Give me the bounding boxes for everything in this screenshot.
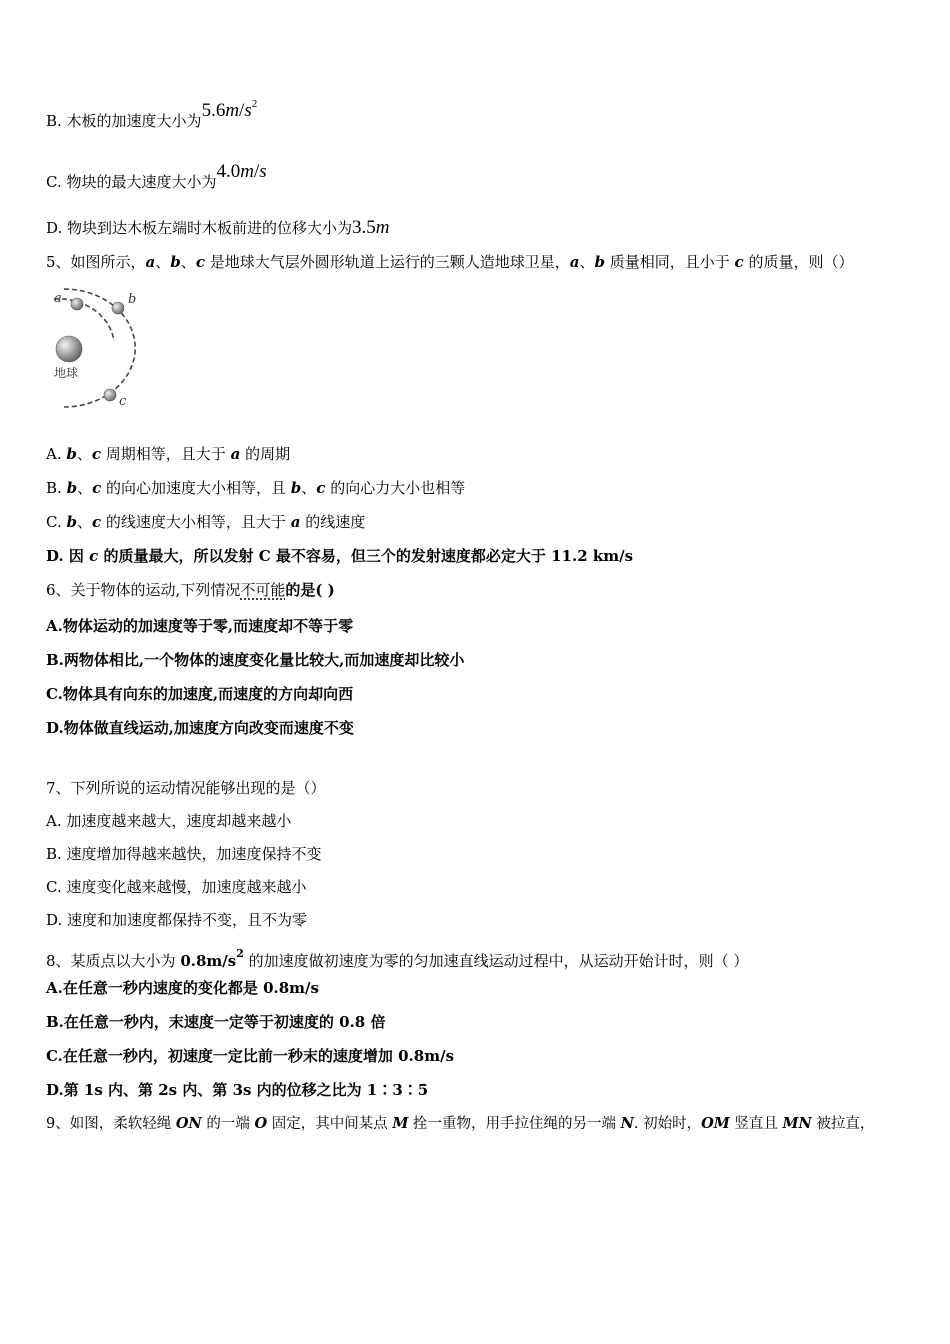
q7-option-d: D. 速度和加速度都保持不变，且不为零 <box>46 911 308 929</box>
earth-icon <box>56 336 82 362</box>
q9-stem: 9、如图，柔软轻绳 ON 的一端 O 固定，其中间某点 M 拴一重物，用手拉住绳的另一端 N. 初始时，OM 竖直且 MN 被拉直， <box>46 1115 875 1132</box>
q5-option-b: B. b、c 的向心加速度大小相等，且 b、c 的向心力大小也相等 <box>46 479 466 497</box>
inner-orbit <box>54 299 114 341</box>
q8-option-a: A.在任意一秒内速度的变化都是 0.8m/s <box>46 979 319 997</box>
q4d-math: 3.5m <box>352 217 390 238</box>
q8-option-b: B.在任意一秒内，末速度一定等于初速度的 0.8 倍 <box>46 1013 386 1031</box>
q6-option-d: D.物体做直线运动,加速度方向改变而速度不变 <box>46 719 354 737</box>
orbit-diagram <box>44 283 144 413</box>
q8-option-c: C.在任意一秒内，初速度一定比前一秒末的速度增加 0.8m/s <box>46 1047 455 1065</box>
q5-option-a: A. b、c 周期相等，且大于 a 的周期 <box>46 445 291 463</box>
q4-option-b: B. 木板的加速度大小为$5.6m/s^2$ <box>46 98 258 130</box>
q8-option-d: D.第 1s 内、第 2s 内、第 3s 内的位移之比为 1∶3∶5 <box>46 1081 429 1099</box>
satellite-orbit-figure <box>44 283 144 413</box>
q6-stem: 6、关于物体的运动,下列情况不可能的是( ) <box>46 581 335 599</box>
q6-option-a: A.物体运动的加速度等于零,而速度却不等于零 <box>46 617 354 635</box>
q7-option-a: A. 加速度越来越大，速度却越来越小 <box>46 812 292 830</box>
q6-option-c: C.物体具有向东的加速度,而速度的方向却向西 <box>46 685 354 703</box>
q5-option-c: C. b、c 的线速度大小相等，且大于 a 的线速度 <box>46 513 366 531</box>
q7-stem: 7、下列所说的运动情况能够出现的是（） <box>46 779 326 797</box>
earth-label: 地球 <box>54 366 79 380</box>
q5-stem: 5、如图所示，a、b、c 是地球大气层外圆形轨道上运行的三颗人造地球卫星，a、b 质量相同，且小于 c 的质量，则（） <box>46 253 854 271</box>
label-b: b <box>128 292 137 307</box>
satellite-a-icon <box>71 298 83 310</box>
q5-option-d: D. 因 c 的质量最大，所以发射 C 最不容易，但三个的发射速度都必定大于 11.2 km/s <box>46 547 634 565</box>
q7-option-b: B. 速度增加得越来越快，加速度保持不变 <box>46 845 322 863</box>
label-c: c <box>119 394 127 409</box>
q4-option-c: C. 物块的最大速度大小为4.0m/s <box>46 161 267 191</box>
q6-option-b: B.两物体相比,一个物体的速度变化量比较大,而加速度却比较小 <box>46 651 465 669</box>
q7-option-c: C. 速度变化越来越慢，加速度越来越小 <box>46 878 307 896</box>
q4c-math: 4.0m/s <box>216 161 267 182</box>
q4-option-d: D. 物块到达木板左端时木板前进的位移大小为3.5m <box>46 217 390 238</box>
q8-stem: 8、某质点以大小为 $0.8m/s^2$ 的加速度做初速度为零的匀加速直线运动过程中，从运动开始计时，则（ ） <box>46 947 749 970</box>
satellite-b-icon <box>112 302 124 314</box>
q4b-math: $5.6m/s^2$ <box>201 98 258 121</box>
label-a: a <box>54 291 62 306</box>
emphasis-dots: 不可能 <box>240 581 286 599</box>
satellite-c-icon <box>104 389 116 401</box>
